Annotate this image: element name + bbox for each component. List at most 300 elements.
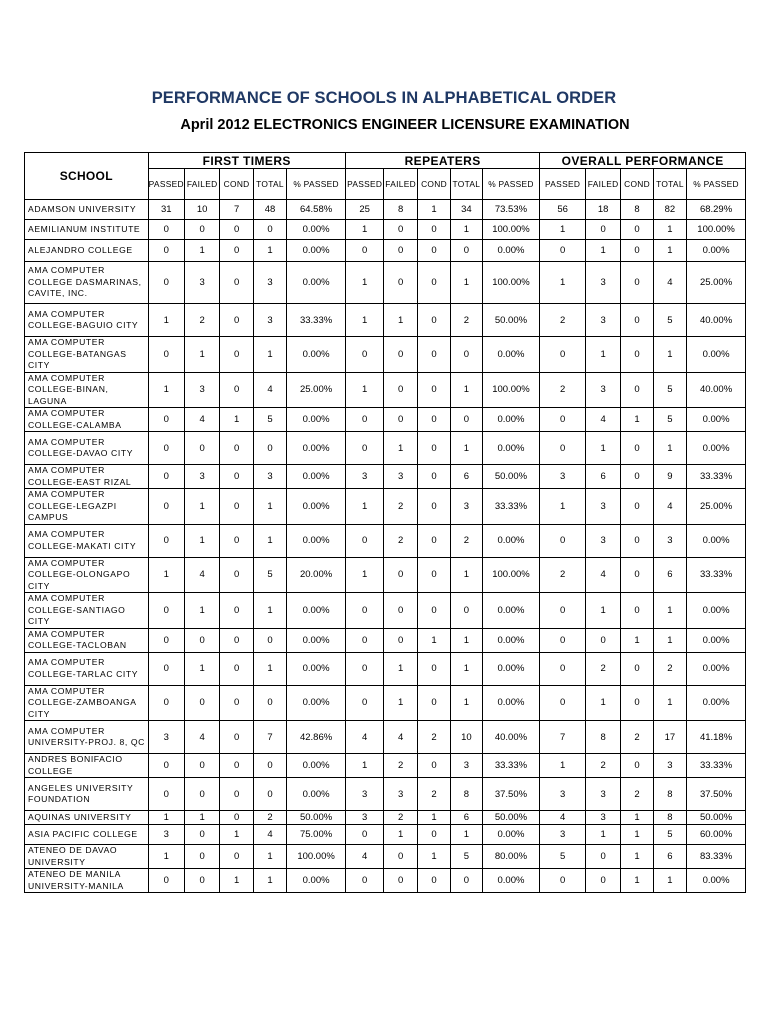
overall-passed-cell: 0 <box>540 524 586 557</box>
repeaters-failed-cell: 1 <box>384 685 417 721</box>
overall-passed-cell: 0 <box>540 408 586 432</box>
overall-percent-passed-cell: 0.00% <box>687 240 746 262</box>
repeaters-failed-cell: 8 <box>384 200 417 220</box>
first-timers-total-cell: 0 <box>253 754 286 778</box>
repeaters-total-cell: 3 <box>451 754 482 778</box>
results-table <box>24 152 746 893</box>
overall-percent-passed-cell: 0.00% <box>687 524 746 557</box>
repeaters-cond-cell: 0 <box>417 557 450 593</box>
overall-percent-passed-cell: 40.00% <box>687 304 746 337</box>
first-timers-percent-passed-cell: 0.00% <box>287 240 346 262</box>
overall-total-cell: 6 <box>653 845 686 869</box>
overall-passed-cell: 2 <box>540 304 586 337</box>
overall-passed-cell: 56 <box>540 200 586 220</box>
overall-cond-cell: 0 <box>621 262 653 304</box>
first-timers-percent-passed-cell: 0.00% <box>287 778 346 811</box>
repeaters-total-cell: 1 <box>451 372 482 408</box>
first-timers-total-cell: 48 <box>253 200 286 220</box>
repeaters-failed-cell: 1 <box>384 652 417 685</box>
first-timers-cond-cell: 0 <box>220 262 253 304</box>
first-timers-passed-cell: 0 <box>148 652 184 685</box>
repeaters-cond-cell: 2 <box>417 778 450 811</box>
first-timers-failed-cell: 1 <box>184 337 219 373</box>
table-row <box>25 408 746 432</box>
overall-passed-cell: 3 <box>540 778 586 811</box>
repeaters-passed-cell: 1 <box>345 304 383 337</box>
repeaters-percent-passed-cell: 33.33% <box>482 489 540 525</box>
repeaters-total-cell: 0 <box>451 593 482 629</box>
first-timers-cond-cell: 0 <box>220 845 253 869</box>
overall-failed-cell: 3 <box>585 304 620 337</box>
overall-percent-passed-cell: 0.00% <box>687 337 746 373</box>
repeaters-passed-cell: 4 <box>345 845 383 869</box>
repeaters-cond-header: COND <box>417 169 450 200</box>
repeaters-passed-cell: 3 <box>345 465 383 489</box>
repeaters-passed-cell: 0 <box>345 337 383 373</box>
first-timers-cond-cell: 0 <box>220 240 253 262</box>
overall-cond-cell: 1 <box>621 845 653 869</box>
overall-percent-passed-cell: 60.00% <box>687 825 746 845</box>
overall-total-cell: 8 <box>653 778 686 811</box>
overall-total-cell: 3 <box>653 754 686 778</box>
school-name: AMA COMPUTER COLLEGE-ZAMBOANGA CITY <box>25 685 149 721</box>
first-timers-total-header: TOTAL <box>253 169 286 200</box>
first-timers-total-cell: 2 <box>253 811 286 825</box>
repeaters-failed-cell: 3 <box>384 778 417 811</box>
first-timers-percent-passed-cell: 0.00% <box>287 754 346 778</box>
repeaters-passed-cell: 3 <box>345 778 383 811</box>
repeaters-failed-cell: 2 <box>384 524 417 557</box>
overall-passed-cell: 0 <box>540 628 586 652</box>
first-timers-failed-cell: 1 <box>184 489 219 525</box>
repeaters-total-cell: 1 <box>451 220 482 240</box>
overall-total-cell: 1 <box>653 628 686 652</box>
table-row <box>25 778 746 811</box>
repeaters-passed-cell: 0 <box>345 628 383 652</box>
repeaters-cond-cell: 0 <box>417 240 450 262</box>
first-timers-percent-passed-cell: 64.58% <box>287 200 346 220</box>
overall-cond-header: COND <box>621 169 653 200</box>
overall-cond-cell: 0 <box>621 557 653 593</box>
first-timers-percent-passed-cell: 0.00% <box>287 524 346 557</box>
first-timers-total-cell: 1 <box>253 652 286 685</box>
overall-total-cell: 1 <box>653 240 686 262</box>
repeaters-total-cell: 0 <box>451 408 482 432</box>
repeaters-passed-cell: 0 <box>345 524 383 557</box>
overall-failed-cell: 8 <box>585 721 620 754</box>
overall-failed-cell: 4 <box>585 408 620 432</box>
overall-total-cell: 4 <box>653 489 686 525</box>
overall-passed-cell: 0 <box>540 240 586 262</box>
table-row <box>25 304 746 337</box>
overall-total-cell: 1 <box>653 337 686 373</box>
repeaters-percent-passed-cell: 0.00% <box>482 869 540 893</box>
table-row <box>25 754 746 778</box>
repeaters-cond-cell: 0 <box>417 754 450 778</box>
first-timers-cond-cell: 0 <box>220 304 253 337</box>
overall-passed-cell: 1 <box>540 220 586 240</box>
first-timers-total-cell: 0 <box>253 220 286 240</box>
repeaters-cond-cell: 0 <box>417 524 450 557</box>
repeaters-percent-passed-cell: 50.00% <box>482 465 540 489</box>
table-row <box>25 685 746 721</box>
overall-percent-passed-cell: 0.00% <box>687 593 746 629</box>
school-name: ANDRES BONIFACIO COLLEGE <box>25 754 149 778</box>
overall-total-cell: 5 <box>653 304 686 337</box>
repeaters-total-cell: 1 <box>451 432 482 465</box>
overall-cond-cell: 0 <box>621 372 653 408</box>
first-timers-total-cell: 0 <box>253 778 286 811</box>
first-timers-percent-passed-cell: 0.00% <box>287 432 346 465</box>
first-timers-cond-cell: 0 <box>220 652 253 685</box>
overall-total-cell: 6 <box>653 557 686 593</box>
first-timers-cond-cell: 1 <box>220 825 253 845</box>
first-timers-passed-cell: 1 <box>148 372 184 408</box>
overall-passed-cell: 0 <box>540 869 586 893</box>
first-timers-failed-cell: 0 <box>184 685 219 721</box>
repeaters-total-cell: 5 <box>451 845 482 869</box>
first-timers-total-cell: 3 <box>253 465 286 489</box>
first-timers-cond-cell: 0 <box>220 489 253 525</box>
overall-percent-passed-cell: 33.33% <box>687 754 746 778</box>
repeaters-total-cell: 2 <box>451 524 482 557</box>
first-timers-cond-cell: 1 <box>220 408 253 432</box>
overall-cond-cell: 0 <box>621 337 653 373</box>
school-name: AMA COMPUTER COLLEGE-CALAMBA <box>25 408 149 432</box>
first-timers-cond-cell: 0 <box>220 220 253 240</box>
overall-failed-cell: 0 <box>585 628 620 652</box>
first-timers-cond-cell: 0 <box>220 628 253 652</box>
first-timers-percent-passed-cell: 0.00% <box>287 489 346 525</box>
overall-failed-cell: 3 <box>585 372 620 408</box>
first-timers-percent-passed-cell: 0.00% <box>287 262 346 304</box>
overall-percent-passed-cell: 0.00% <box>687 432 746 465</box>
first-timers-failed-cell: 4 <box>184 408 219 432</box>
repeaters-percent-passed-cell: 33.33% <box>482 754 540 778</box>
school-name: AMA COMPUTER COLLEGE-TARLAC CITY <box>25 652 149 685</box>
overall-passed-cell: 0 <box>540 652 586 685</box>
overall-passed-cell: 3 <box>540 825 586 845</box>
overall-cond-cell: 0 <box>621 593 653 629</box>
repeaters-total-cell: 3 <box>451 489 482 525</box>
overall-failed-cell: 2 <box>585 754 620 778</box>
first-timers-failed-cell: 1 <box>184 652 219 685</box>
results-table-body <box>25 200 746 893</box>
school-name: AMA COMPUTER COLLEGE-DAVAO CITY <box>25 432 149 465</box>
overall-total-cell: 82 <box>653 200 686 220</box>
table-row <box>25 845 746 869</box>
first-timers-passed-cell: 0 <box>148 685 184 721</box>
repeaters-total-cell: 6 <box>451 811 482 825</box>
overall-cond-cell: 2 <box>621 721 653 754</box>
overall-failed-cell: 3 <box>585 811 620 825</box>
overall-total-cell: 17 <box>653 721 686 754</box>
overall-percent-passed-cell: 0.00% <box>687 408 746 432</box>
repeaters-cond-cell: 0 <box>417 593 450 629</box>
table-row <box>25 811 746 825</box>
repeaters-failed-cell: 0 <box>384 557 417 593</box>
repeaters-percent-passed-cell: 0.00% <box>482 240 540 262</box>
first-timers-passed-cell: 1 <box>148 845 184 869</box>
repeaters-total-cell: 1 <box>451 628 482 652</box>
overall-percent-passed-header: % PASSED <box>687 169 746 200</box>
table-row <box>25 869 746 893</box>
repeaters-passed-cell: 1 <box>345 372 383 408</box>
first-timers-percent-passed-cell: 0.00% <box>287 593 346 629</box>
overall-cond-cell: 0 <box>621 220 653 240</box>
overall-passed-cell: 1 <box>540 489 586 525</box>
repeaters-percent-passed-cell: 37.50% <box>482 778 540 811</box>
overall-cond-cell: 0 <box>621 754 653 778</box>
repeaters-total-cell: 0 <box>451 337 482 373</box>
overall-total-cell: 3 <box>653 524 686 557</box>
first-timers-failed-cell: 0 <box>184 869 219 893</box>
repeaters-percent-passed-header: % PASSED <box>482 169 540 200</box>
repeaters-cond-cell: 1 <box>417 811 450 825</box>
first-timers-failed-cell: 3 <box>184 372 219 408</box>
overall-failed-cell: 18 <box>585 200 620 220</box>
repeaters-passed-cell: 0 <box>345 825 383 845</box>
repeaters-passed-cell: 0 <box>345 408 383 432</box>
first-timers-failed-cell: 2 <box>184 304 219 337</box>
repeaters-failed-cell: 0 <box>384 372 417 408</box>
overall-total-cell: 5 <box>653 825 686 845</box>
overall-failed-cell: 1 <box>585 240 620 262</box>
first-timers-failed-cell: 0 <box>184 754 219 778</box>
repeaters-total-cell: 0 <box>451 869 482 893</box>
first-timers-total-cell: 0 <box>253 685 286 721</box>
first-timers-total-cell: 5 <box>253 408 286 432</box>
overall-cond-cell: 0 <box>621 240 653 262</box>
repeaters-passed-cell: 0 <box>345 869 383 893</box>
first-timers-percent-passed-cell: 0.00% <box>287 220 346 240</box>
repeaters-failed-cell: 0 <box>384 220 417 240</box>
overall-percent-passed-cell: 33.33% <box>687 465 746 489</box>
repeaters-percent-passed-cell: 50.00% <box>482 811 540 825</box>
overall-passed-cell: 5 <box>540 845 586 869</box>
first-timers-total-cell: 7 <box>253 721 286 754</box>
repeaters-failed-header: FAILED <box>384 169 417 200</box>
overall-cond-cell: 1 <box>621 869 653 893</box>
first-timers-header: FIRST TIMERS <box>148 153 345 169</box>
repeaters-total-cell: 1 <box>451 652 482 685</box>
repeaters-total-cell: 1 <box>451 825 482 845</box>
first-timers-total-cell: 4 <box>253 825 286 845</box>
school-name: ASIA PACIFIC COLLEGE <box>25 825 149 845</box>
school-name: ANGELES UNIVERSITY FOUNDATION <box>25 778 149 811</box>
overall-percent-passed-cell: 25.00% <box>687 489 746 525</box>
school-name: ATENEO DE MANILA UNIVERSITY-MANILA <box>25 869 149 893</box>
first-timers-percent-passed-cell: 100.00% <box>287 845 346 869</box>
school-name: ALEJANDRO COLLEGE <box>25 240 149 262</box>
first-timers-total-cell: 1 <box>253 489 286 525</box>
repeaters-cond-cell: 0 <box>417 685 450 721</box>
repeaters-failed-cell: 0 <box>384 337 417 373</box>
repeaters-cond-cell: 1 <box>417 200 450 220</box>
overall-cond-cell: 1 <box>621 811 653 825</box>
overall-total-cell: 1 <box>653 220 686 240</box>
repeaters-total-cell: 6 <box>451 465 482 489</box>
first-timers-percent-passed-cell: 0.00% <box>287 869 346 893</box>
repeaters-percent-passed-cell: 40.00% <box>482 721 540 754</box>
first-timers-cond-cell: 0 <box>220 754 253 778</box>
table-row <box>25 220 746 240</box>
repeaters-total-cell: 8 <box>451 778 482 811</box>
repeaters-cond-cell: 0 <box>417 652 450 685</box>
first-timers-failed-cell: 4 <box>184 557 219 593</box>
overall-percent-passed-cell: 0.00% <box>687 869 746 893</box>
table-row <box>25 721 746 754</box>
table-row <box>25 262 746 304</box>
first-timers-total-cell: 1 <box>253 869 286 893</box>
repeaters-percent-passed-cell: 100.00% <box>482 262 540 304</box>
first-timers-failed-cell: 4 <box>184 721 219 754</box>
overall-cond-cell: 0 <box>621 489 653 525</box>
school-name: AMA COMPUTER COLLEGE DASMARINAS, CAVITE, INC. <box>25 262 149 304</box>
overall-percent-passed-cell: 100.00% <box>687 220 746 240</box>
overall-total-header: TOTAL <box>653 169 686 200</box>
overall-cond-cell: 0 <box>621 432 653 465</box>
overall-percent-passed-cell: 50.00% <box>687 811 746 825</box>
table-row <box>25 628 746 652</box>
first-timers-failed-cell: 1 <box>184 524 219 557</box>
overall-total-cell: 4 <box>653 262 686 304</box>
repeaters-passed-cell: 0 <box>345 240 383 262</box>
overall-cond-cell: 0 <box>621 524 653 557</box>
table-row <box>25 825 746 845</box>
table-row <box>25 524 746 557</box>
overall-passed-cell: 4 <box>540 811 586 825</box>
repeaters-failed-cell: 0 <box>384 628 417 652</box>
table-row <box>25 200 746 220</box>
first-timers-cond-cell: 0 <box>220 524 253 557</box>
overall-passed-cell: 2 <box>540 372 586 408</box>
repeaters-percent-passed-cell: 0.00% <box>482 628 540 652</box>
repeaters-passed-cell: 1 <box>345 489 383 525</box>
repeaters-percent-passed-cell: 0.00% <box>482 825 540 845</box>
first-timers-percent-passed-cell: 0.00% <box>287 628 346 652</box>
repeaters-percent-passed-cell: 80.00% <box>482 845 540 869</box>
overall-cond-cell: 0 <box>621 304 653 337</box>
repeaters-total-cell: 10 <box>451 721 482 754</box>
overall-total-cell: 1 <box>653 869 686 893</box>
overall-performance-header: OVERALL PERFORMANCE <box>540 153 746 169</box>
overall-passed-cell: 7 <box>540 721 586 754</box>
repeaters-total-cell: 1 <box>451 685 482 721</box>
overall-failed-cell: 3 <box>585 489 620 525</box>
overall-passed-cell: 0 <box>540 432 586 465</box>
first-timers-passed-cell: 0 <box>148 408 184 432</box>
first-timers-total-cell: 3 <box>253 304 286 337</box>
first-timers-passed-cell: 0 <box>148 754 184 778</box>
first-timers-cond-cell: 0 <box>220 593 253 629</box>
overall-total-cell: 1 <box>653 432 686 465</box>
first-timers-failed-cell: 0 <box>184 778 219 811</box>
repeaters-cond-cell: 0 <box>417 262 450 304</box>
school-name: AMA COMPUTER COLLEGE-EAST RIZAL <box>25 465 149 489</box>
overall-failed-cell: 0 <box>585 220 620 240</box>
table-row <box>25 489 746 525</box>
first-timers-percent-passed-cell: 42.86% <box>287 721 346 754</box>
overall-failed-cell: 1 <box>585 337 620 373</box>
table-row <box>25 557 746 593</box>
first-timers-passed-cell: 0 <box>148 262 184 304</box>
first-timers-total-cell: 1 <box>253 524 286 557</box>
first-timers-total-cell: 1 <box>253 593 286 629</box>
first-timers-cond-cell: 7 <box>220 200 253 220</box>
overall-cond-cell: 0 <box>621 465 653 489</box>
school-name: AQUINAS UNIVERSITY <box>25 811 149 825</box>
overall-passed-cell: 2 <box>540 557 586 593</box>
overall-cond-cell: 1 <box>621 825 653 845</box>
first-timers-cond-cell: 0 <box>220 811 253 825</box>
overall-failed-cell: 3 <box>585 778 620 811</box>
first-timers-cond-cell: 0 <box>220 721 253 754</box>
first-timers-failed-cell: 3 <box>184 465 219 489</box>
first-timers-total-cell: 3 <box>253 262 286 304</box>
school-column-header: SCHOOL <box>25 153 149 200</box>
repeaters-passed-cell: 0 <box>345 685 383 721</box>
repeaters-total-cell: 0 <box>451 240 482 262</box>
first-timers-failed-cell: 1 <box>184 811 219 825</box>
first-timers-passed-cell: 0 <box>148 240 184 262</box>
overall-percent-passed-cell: 37.50% <box>687 778 746 811</box>
first-timers-passed-cell: 0 <box>148 220 184 240</box>
first-timers-percent-passed-cell: 0.00% <box>287 652 346 685</box>
repeaters-percent-passed-cell: 0.00% <box>482 524 540 557</box>
overall-failed-cell: 1 <box>585 825 620 845</box>
table-row <box>25 432 746 465</box>
repeaters-cond-cell: 0 <box>417 372 450 408</box>
first-timers-cond-cell: 0 <box>220 372 253 408</box>
repeaters-failed-cell: 3 <box>384 465 417 489</box>
first-timers-total-cell: 1 <box>253 845 286 869</box>
school-name: AEMILIANUM INSTITUTE <box>25 220 149 240</box>
repeaters-header: REPEATERS <box>345 153 539 169</box>
first-timers-failed-cell: 0 <box>184 220 219 240</box>
overall-failed-cell: 6 <box>585 465 620 489</box>
repeaters-passed-cell: 1 <box>345 754 383 778</box>
overall-percent-passed-cell: 68.29% <box>687 200 746 220</box>
overall-percent-passed-cell: 0.00% <box>687 652 746 685</box>
overall-failed-cell: 1 <box>585 432 620 465</box>
first-timers-percent-passed-cell: 0.00% <box>287 337 346 373</box>
school-name: AMA COMPUTER COLLEGE-BATANGAS CITY <box>25 337 149 373</box>
first-timers-total-cell: 0 <box>253 628 286 652</box>
first-timers-passed-cell: 0 <box>148 778 184 811</box>
overall-cond-cell: 1 <box>621 628 653 652</box>
repeaters-cond-cell: 1 <box>417 845 450 869</box>
table-row <box>25 652 746 685</box>
first-timers-passed-cell: 1 <box>148 557 184 593</box>
repeaters-percent-passed-cell: 100.00% <box>482 372 540 408</box>
repeaters-passed-cell: 3 <box>345 811 383 825</box>
first-timers-passed-cell: 0 <box>148 593 184 629</box>
repeaters-failed-cell: 4 <box>384 721 417 754</box>
first-timers-percent-passed-cell: 25.00% <box>287 372 346 408</box>
repeaters-cond-cell: 2 <box>417 721 450 754</box>
overall-passed-cell: 0 <box>540 685 586 721</box>
overall-total-cell: 1 <box>653 685 686 721</box>
table-row <box>25 465 746 489</box>
repeaters-percent-passed-cell: 50.00% <box>482 304 540 337</box>
first-timers-failed-cell: 1 <box>184 240 219 262</box>
school-name: AMA COMPUTER COLLEGE-SANTIAGO CITY <box>25 593 149 629</box>
overall-passed-cell: 1 <box>540 754 586 778</box>
repeaters-cond-cell: 0 <box>417 337 450 373</box>
repeaters-percent-passed-cell: 0.00% <box>482 337 540 373</box>
first-timers-percent-passed-cell: 0.00% <box>287 685 346 721</box>
